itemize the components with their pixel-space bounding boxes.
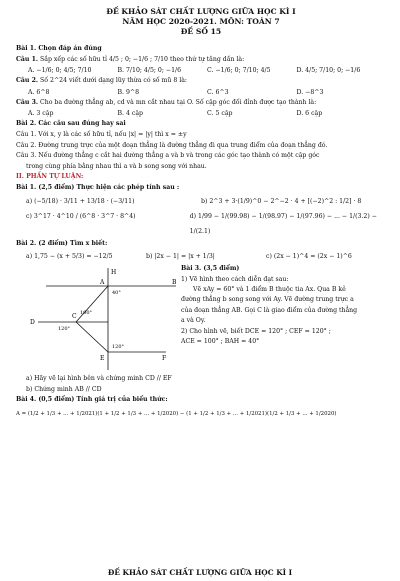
label-b: B: [172, 279, 177, 287]
p2-heading: II. PHẦN TỰ LUẬN:: [16, 173, 84, 181]
p2-bai1: Bài 1. (2,5 điểm) Thực hiện các phép tính sau :: [16, 183, 180, 191]
p1-cau2: Câu 2. Số 2^24 viết dưới dạng lũy thừa có số mũ 8 là:: [16, 77, 187, 85]
label-a: A: [100, 279, 105, 287]
bai3-line-6: 2) Cho hình vẽ, biết DCE = 120° ; CEF = 120° ;: [181, 327, 331, 335]
p1-cau3-options: A. 3 cặp B. 4 cặp C. 5 cặp D. 6 cặp: [28, 110, 323, 118]
geometry-figure-area: [16, 264, 386, 374]
bai3-sub-a: a) Hãy vẽ lại hình bên và chứng minh CD // EF: [26, 375, 172, 383]
doc-subtitle: NĂM HỌC 2020-2021. MÔN: TOÁN 7: [122, 17, 280, 26]
bai3-block: [181, 264, 400, 347]
p1-tf-2: Câu 2. Đường trung trực của một đoạn thẳng là đường thẳng đi qua trung điểm của đoạn thẳng đó.: [16, 141, 328, 149]
angle-120-e: 120°: [112, 344, 125, 351]
bai3-line-4: của đoạn thẳng AB. Gọi C là giao điểm của đường thẳng: [181, 306, 358, 314]
line-ac: [76, 286, 108, 322]
bai4-expression: A = (1/2 + 1/3 + ... + 1/2021)(1 + 1/2 + 1/3 + ... + 1/2020) − (1 + 1/2 + 1/3 + ... + 1/2021)(1/2 + 1/3 + ... + 1/2020): [16, 410, 337, 417]
bai3-line-1: 1) Vẽ hình theo cách diễn đạt sau:: [181, 275, 289, 283]
p1-cau2-options: A. 6^8 B. 9^8 C. 6^3 D. −8^3: [28, 88, 324, 96]
p1-cau3: Câu 3. Cho ba đường thẳng ab, cd và mn cắt nhau tại O. Số cặp góc đối đỉnh được tạo thành là:: [16, 98, 317, 106]
bai3-sub-b: b) Chứng minh AB // CD: [26, 385, 102, 393]
angle-120-c: 120°: [58, 326, 71, 333]
bai3-line-5: a và Oy.: [181, 317, 206, 325]
angle-100: 100°: [80, 310, 93, 317]
p2-bai1-row2: c) 3^17 · 4^10 / (6^8 · 3^7 · 8^4) d) 1/99 − 1/(99.98) − 1/(98.97) − 1/(97.96) − ... − 1/(3.2) − 1/(2.1): [26, 212, 377, 235]
bai3-line-3: đường thẳng b song song với Ay. Vẽ đường trung trực a: [181, 296, 354, 304]
angle-40: 40°: [112, 290, 121, 297]
p1-bai2: Bài 2. Các câu sau đúng hay sai: [16, 120, 126, 128]
label-d: D: [30, 319, 35, 327]
p2-bai2: Bài 2. (2 điểm) Tìm x biết:: [16, 239, 108, 247]
p1-tf-1: Câu 1. Với x, y là các số hữu tỉ, nếu |x| = |y| thì x = ±y: [16, 130, 187, 138]
label-e: E: [100, 355, 105, 363]
doc-code: ĐỀ SỐ 15: [180, 27, 222, 36]
doc-footer: ĐỀ KHẢO SÁT CHẤT LƯỢNG GIỮA HỌC KÌ I: [107, 568, 293, 577]
label-h: H: [111, 269, 117, 277]
p1-bai1: Bài 1. Chọn đáp án đúng: [16, 45, 102, 52]
p2-bai2-row: a) 1,75 − (x + 5/3) = −12/5 b) |2x − 1| = |x + 1/3| c) (2x − 1)^4 = (2x − 1)^6: [26, 253, 352, 261]
p1-cau1-options: A. −1/6; 0; 4/5; 7/10 B. 7/10; 4/5; 0; −1/6 C. −1/6; 0; 7/10; 4/5 D. 4/5; 7/10; 0; −1/6: [28, 67, 361, 75]
bai3-line-2: Vẽ xAy = 60° và 1 điểm B thuộc tia Ax. Qua B kẻ: [193, 285, 346, 293]
label-f: F: [162, 355, 167, 363]
label-c: C: [72, 313, 77, 321]
bai3-line-7: ACE = 100° ; BAH = 40°: [181, 337, 260, 345]
bai3-title: Bài 3. (3,5 điểm): [181, 265, 240, 273]
p1-cau1: Câu 1. Sắp xếp các số hữu tỉ 4/5 ; 0; −1/6 ; 7/10 theo thứ tự tăng dần là:: [16, 55, 245, 63]
p1-tf-3: Câu 3. Nếu đường thẳng c cắt hai đường thẳng a và b và trong các góc tạo thành có một cặp góc: [16, 152, 320, 160]
p2-bai1-row1: a) (−5/18) · 3/11 + 13/18 · (−3/11) b) 2^3 + 3·(1/9)^0 − 2^−2 · 4 + [(−2)^2 : 1/2] · 8: [26, 197, 362, 205]
doc-title: ĐỀ KHẢO SÁT CHẤT LƯỢNG GIỮA HỌC KÌ I: [106, 7, 296, 16]
p1-tf-3-cont: trong cùng phía bằng nhau thì a và b song song với nhau.: [26, 162, 207, 170]
p2-bai4: Bài 4. (0,5 điểm) Tính giá trị của biểu thức:: [16, 396, 168, 404]
line-ce: [76, 322, 108, 352]
geometry-figure: [16, 264, 181, 374]
